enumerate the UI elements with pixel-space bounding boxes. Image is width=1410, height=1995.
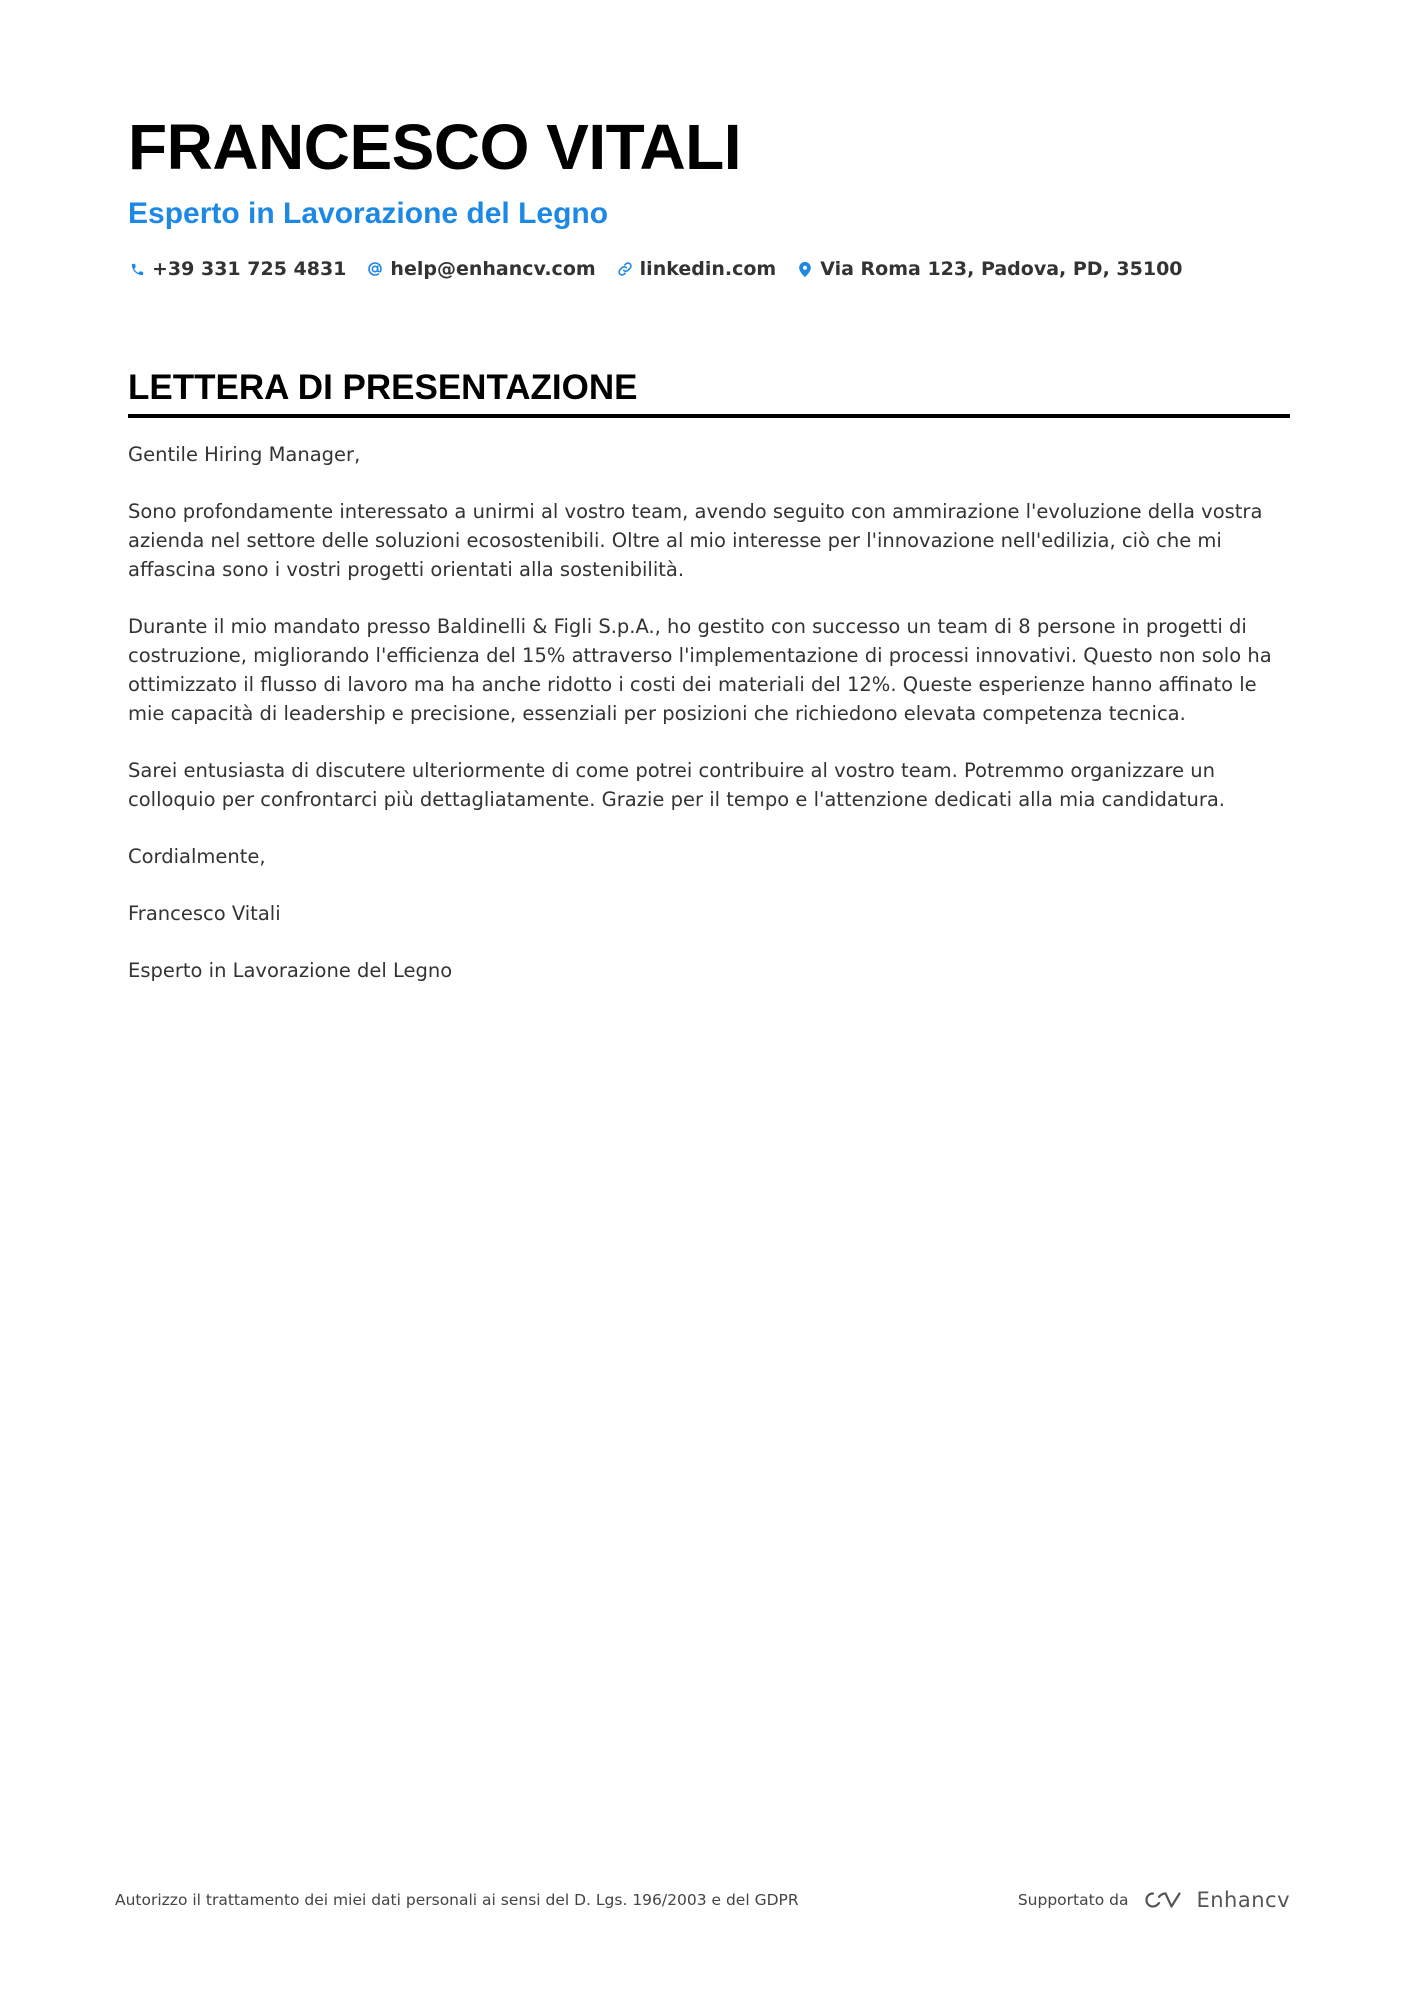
cover-letter-section xyxy=(128,366,1290,1013)
letter-closing: Cordialmente, xyxy=(128,845,266,868)
privacy-consent: Autorizzo il trattamento dei miei dati personali ai sensi del D. Lgs. 196/2003 e del GDPR xyxy=(115,1891,799,1909)
header xyxy=(128,108,1290,280)
footer xyxy=(115,1888,1290,1912)
phone-icon xyxy=(128,260,146,278)
contact-linkedin xyxy=(616,258,777,280)
contact-email xyxy=(366,258,595,280)
job-title: Esperto in Lavorazione del Legno xyxy=(128,197,609,230)
linkedin-link[interactable]: linkedin.com xyxy=(639,258,777,280)
powered-by xyxy=(1018,1888,1290,1912)
brand-name: Enhancv xyxy=(1196,1888,1290,1912)
letter-body xyxy=(128,440,1290,985)
location-pin-icon xyxy=(796,260,814,278)
signature-title: Esperto in Lavorazione del Legno xyxy=(128,959,453,982)
letter-paragraph-3: Sarei entusiasta di discutere ulteriormente di come potrei contribuire al vostro team. Potremmo organizzare un colloquio per confrontarci più dettagliatamente. Grazie per il tempo e l'attenzione dedicati alla mia candidatura. xyxy=(128,759,1226,811)
letter-paragraph-1: Sono profondamente interessato a unirmi al vostro team, avendo seguito con ammirazione l'evoluzione della vostra azienda nel settore delle soluzioni ecosostenibili. Oltre al mio interesse per l'innovazione nell'edilizia, ciò che mi affascina sono i vostri progetti orientati alla sostenibilità. xyxy=(128,500,1263,581)
contact-address xyxy=(796,258,1182,280)
section-title: LETTERA DI PRESENTAZIONE xyxy=(128,366,1290,418)
signature-name: Francesco Vitali xyxy=(128,902,281,925)
letter-paragraph-2: Durante il mio mandato presso Baldinelli & Figli S.p.A., ho gestito con successo un team di 8 persone in progetti di costruzione, migliorando l'efficienza del 15% attraverso l'implementazione di processi innovativi. Questo non solo ha ottimizzato il flusso di lavoro ma ha anche ridotto i costi dei materiali del 12%. Queste esperienze hanno affinato le mie capacità di leadership e precisione, essenziali per posizioni che richiedono elevata competenza tecnica. xyxy=(128,615,1272,725)
contact-phone xyxy=(128,258,346,280)
email-address[interactable]: help@enhancv.com xyxy=(390,258,596,280)
address: Via Roma 123, Padova, PD, 35100 xyxy=(820,258,1183,280)
enhancv-logo-icon xyxy=(1140,1888,1186,1912)
at-icon xyxy=(366,260,384,278)
candidate-name: FRANCESCO VITALI xyxy=(128,111,742,183)
phone-number: +39 331 725 4831 xyxy=(152,258,347,280)
link-icon xyxy=(616,260,634,278)
contact-bar xyxy=(128,258,1290,280)
letter-greeting: Gentile Hiring Manager, xyxy=(128,443,361,466)
powered-by-label: Supportato da xyxy=(1017,1891,1129,1909)
